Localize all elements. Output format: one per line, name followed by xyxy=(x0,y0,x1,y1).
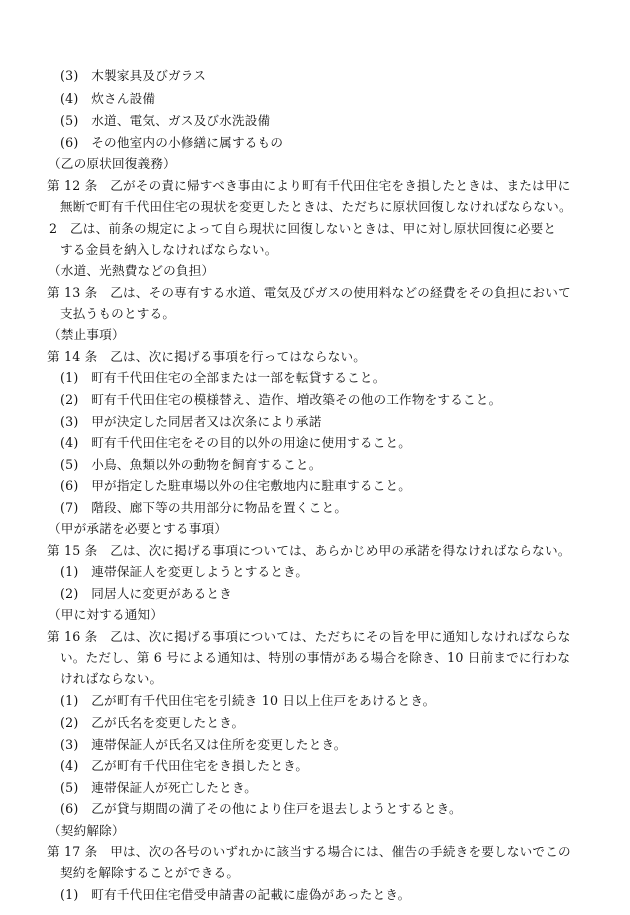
list-item: (5) 小鳥、魚類以外の動物を飼育すること。 xyxy=(60,457,322,472)
article-text: 第 14 条 乙は、次に掲げる事項を行ってはならない。 xyxy=(47,349,367,364)
list-item: (4) 町有千代田住宅をその目的以外の用途に使用すること。 xyxy=(60,435,412,450)
list-item: (7) 階段、廊下等の共用部分に物品を置くこと。 xyxy=(60,500,348,515)
list-item: (1) 町有千代田住宅の全部または一部を転貸すること。 xyxy=(60,370,386,385)
list-item: (3) 連帯保証人が氏名又は住所を変更したとき。 xyxy=(60,737,347,752)
section-heading: （乙の原状回復義務） xyxy=(48,156,176,171)
article-text: 契約を解除することができる。 xyxy=(60,865,240,880)
list-item: (6) 甲が指定した駐車場以外の住宅敷地内に駐車すること。 xyxy=(60,478,412,493)
list-item: (3) 甲が決定した同居者又は次条により承諾 xyxy=(60,414,322,429)
list-item: (2) 同居人に変更があるとき xyxy=(60,586,232,601)
article-text: 第 17 条 甲は、次の各号のいずれかに該当する場合には、催告の手続きを要しないでこの xyxy=(47,844,571,859)
list-item: (6) 乙が貸与期間の満了その他により住戸を退去しようとするとき。 xyxy=(60,801,462,816)
article-text: 2 乙は、前条の規定によって自ら現状に回復しないときは、甲に対し原状回復に必要と xyxy=(49,221,557,236)
list-item: (5) 水道、電気、ガス及び水洗設備 xyxy=(60,113,271,128)
article-text: 無断で町有千代田住宅の現状を変更したときは、ただちに原状回復しなければならない。 xyxy=(60,199,572,214)
article-text: 第 15 条 乙は、次に掲げる事項については、あらかじめ甲の承諾を得なければならない。 xyxy=(47,543,571,558)
list-item: (1) 連帯保証人を変更しようとするとき。 xyxy=(60,564,309,579)
article-text: 第 16 条 乙は、次に掲げる事項については、ただちにその旨を甲に通知しなければならな xyxy=(47,629,571,644)
list-item: (4) 炊さん設備 xyxy=(60,91,156,106)
list-item: (5) 連帯保証人が死亡したとき。 xyxy=(60,780,258,795)
article-text: 第 12 条 乙がその責に帰すべき事由により町有千代田住宅をき損したときは、または甲に xyxy=(47,178,571,193)
list-item: (1) 乙が町有千代田住宅を引続き 10 日以上住戸をあけるとき。 xyxy=(60,693,436,708)
section-heading: （水道、光熱費などの負担） xyxy=(48,263,215,278)
article-text: 支払うものとする。 xyxy=(60,306,176,321)
article-text: 第 13 条 乙は、その専有する水道、電気及びガスの使用料などの経費をその負担において xyxy=(47,285,571,300)
list-item: (6) その他室内の小修繕に属するもの xyxy=(60,135,284,150)
list-item: (2) 町有千代田住宅の模様替え、造作、増改築その他の工作物をすること。 xyxy=(60,392,502,407)
article-text: ければならない。 xyxy=(60,671,163,686)
list-item: (4) 乙が町有千代田住宅をき損したとき。 xyxy=(60,758,309,773)
list-item: (3) 木製家具及びガラス xyxy=(60,68,206,83)
list-item: (2) 乙が氏名を変更したとき。 xyxy=(60,715,245,730)
section-heading: （甲が承諾を必要とする事項） xyxy=(48,521,228,536)
article-text: い。ただし、第 6 号による通知は、特別の事情がある場合を除き、10 日前までに行わな xyxy=(60,650,571,665)
list-item: (1) 町有千代田住宅借受申請書の記載に虚偽があったとき。 xyxy=(60,887,411,902)
article-text: する金員を納入しなければならない。 xyxy=(60,242,278,257)
section-heading: （禁止事項） xyxy=(48,327,125,342)
section-heading: （甲に対する通知） xyxy=(48,607,164,622)
section-heading: （契約解除） xyxy=(48,823,125,838)
